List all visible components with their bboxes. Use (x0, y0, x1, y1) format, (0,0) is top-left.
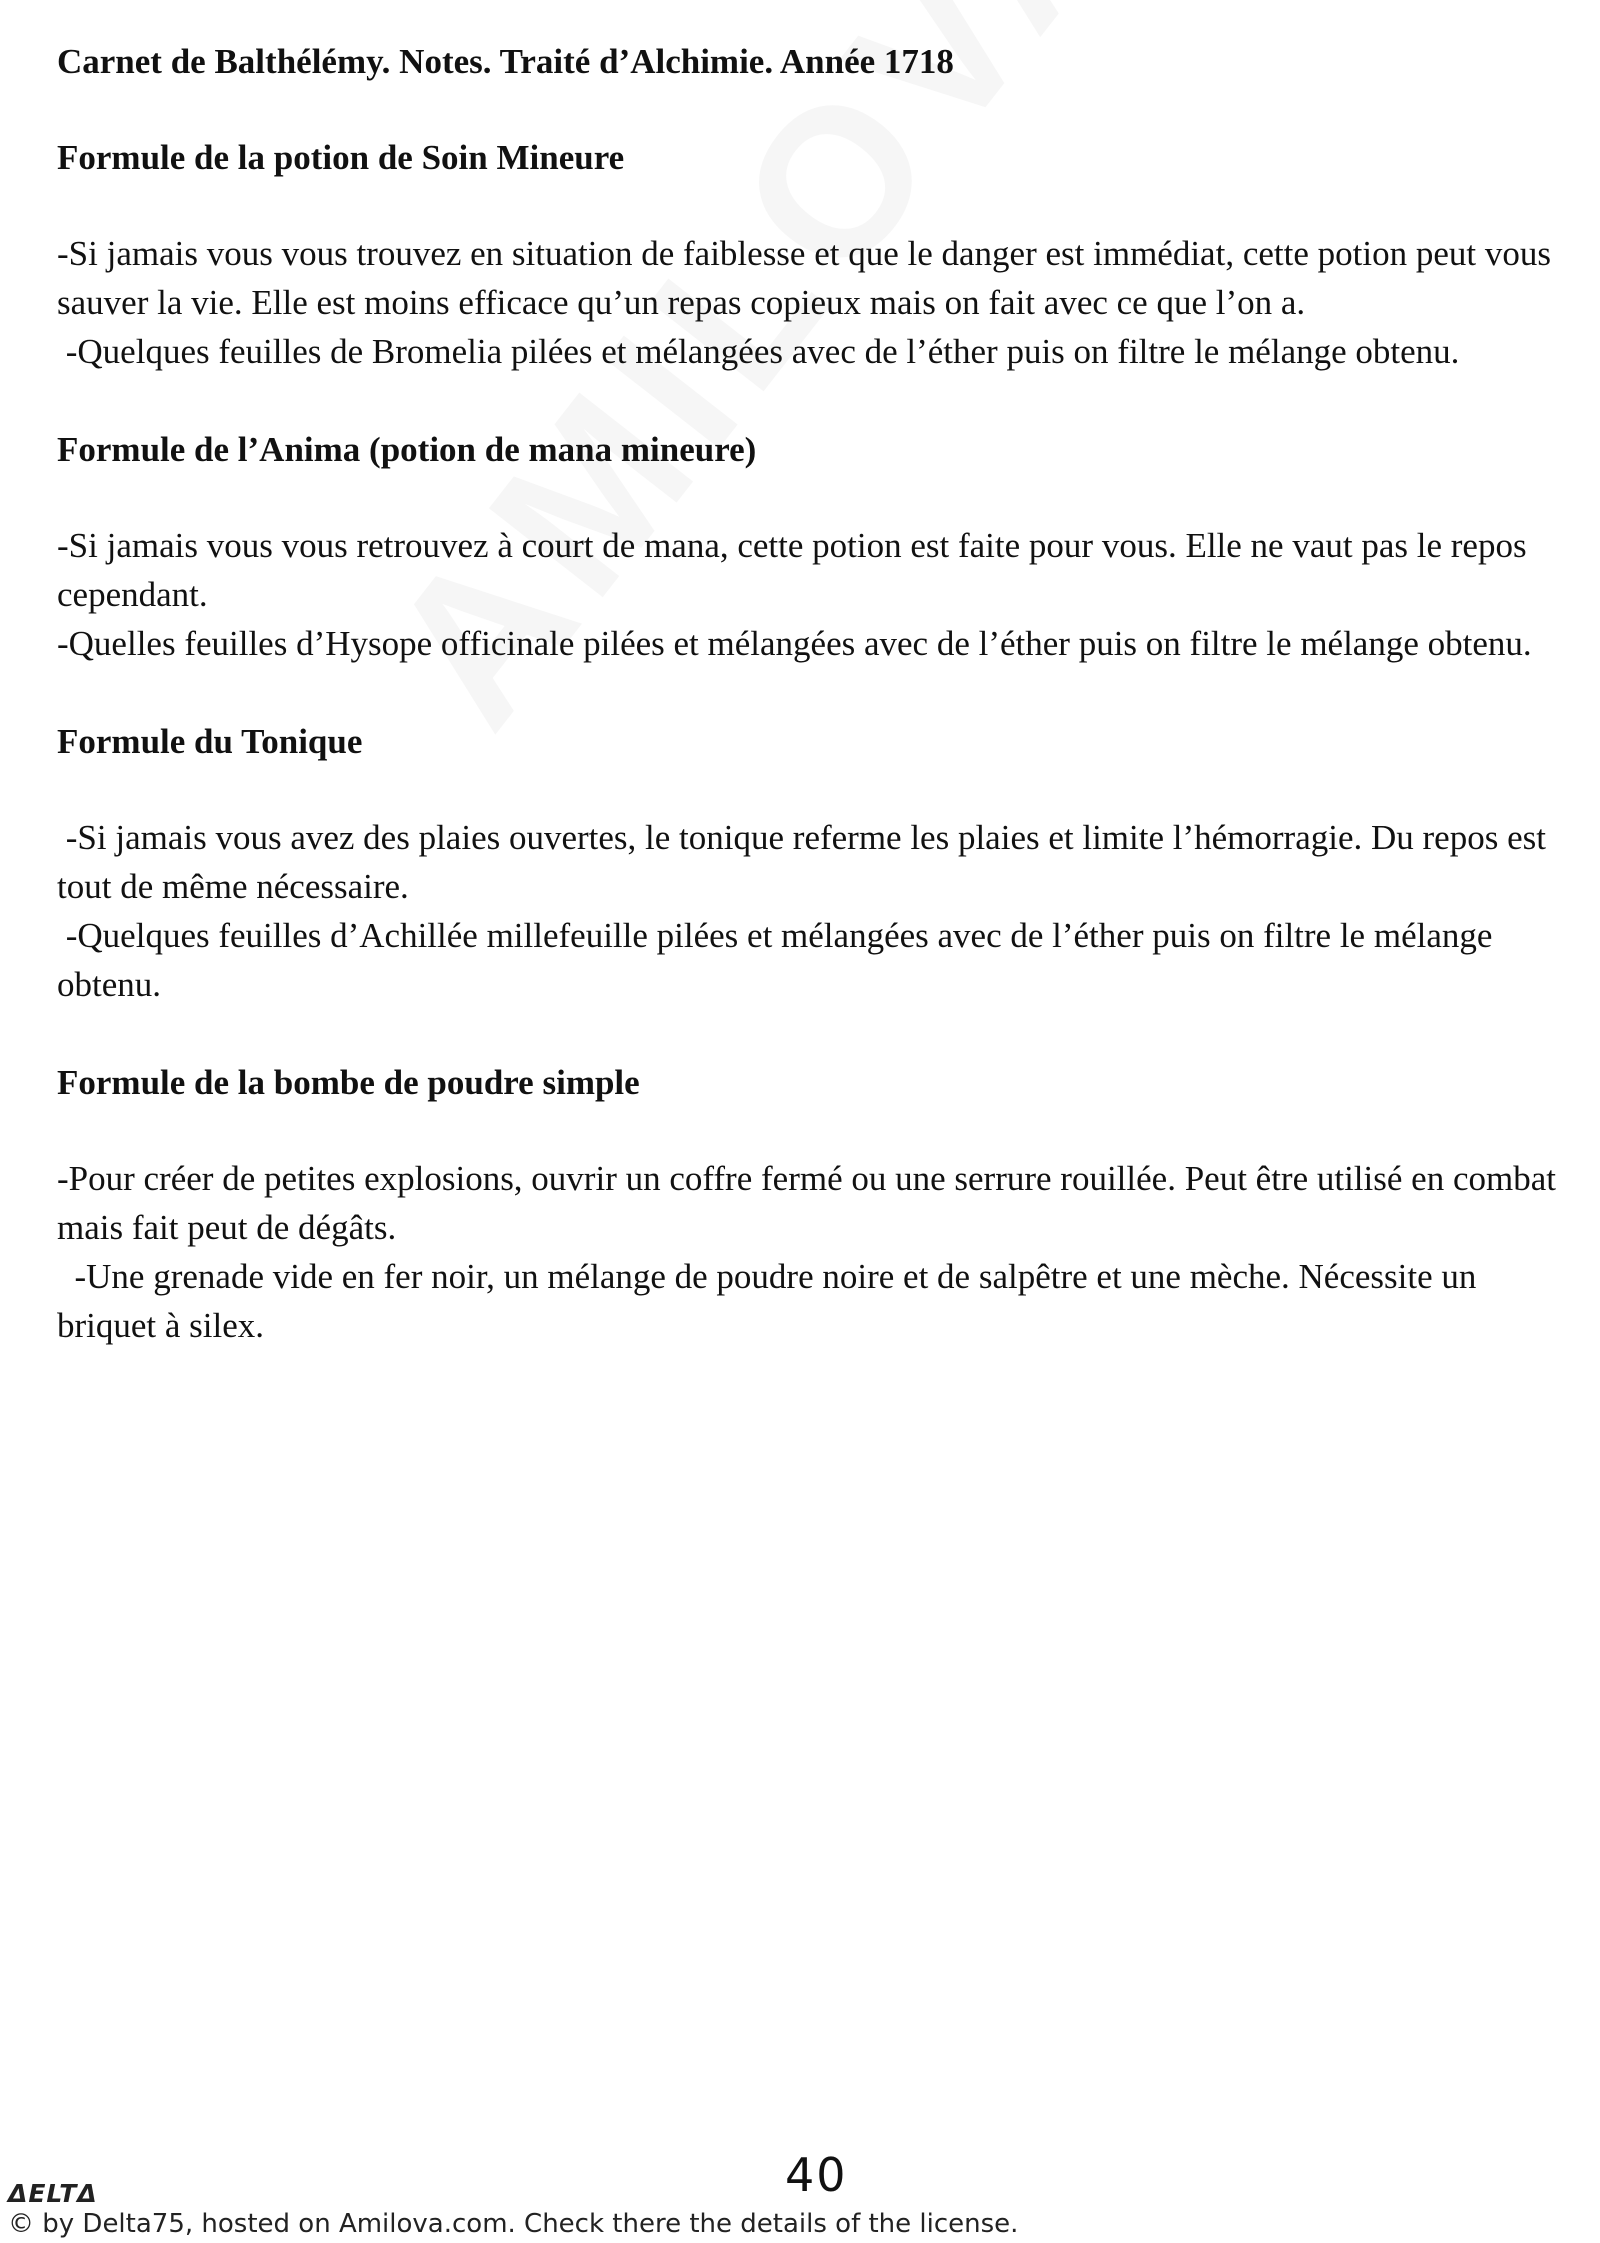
section-effect: -Si jamais vous avez des plaies ouvertes, le tonique referme les plaies et limite l’hémorragie. Du repos est tout de même nécessaire. (57, 818, 1555, 906)
section-heading: Formule de l’Anima (potion de mana mineure) (57, 430, 757, 469)
page-number: 40 (785, 2148, 848, 2202)
document-title: Carnet de Balthélémy. Notes. Traité d’Alchimie. Année 1718 (57, 42, 954, 81)
section-effect: -Si jamais vous vous trouvez en situation de faiblesse et que le danger est immédiat, cette potion peut vous sauver la vie. Elle est moins efficace qu’un repas copieux mais on fait avec ce que l’on a. (57, 234, 1560, 322)
section-powder-bomb (57, 1059, 1567, 1350)
section-recipe: -Une grenade vide en fer noir, un mélange de poudre noire et de salpêtre et une mèche. Nécessite un briquet à silex. (57, 1257, 1486, 1345)
section-heading: Formule de la bombe de poudre simple (57, 1063, 640, 1102)
delta-logo: ΔELTΔ (8, 2179, 98, 2208)
section-effect: -Pour créer de petites explosions, ouvrir un coffre fermé ou une serrure rouillée. Peut être utilisé en combat mais fait peut de dégâts. (57, 1159, 1565, 1247)
license-footer: © by Delta75, hosted on Amilova.com. Check there the details of the license. (8, 2209, 1019, 2239)
document-page (57, 38, 1567, 1400)
section-minor-healing-potion (57, 134, 1567, 376)
section-recipe: -Quelles feuilles d’Hysope officinale pilées et mélangées avec de l’éther puis on filtre le mélange obtenu. (57, 624, 1532, 663)
section-heading: Formule de la potion de Soin Mineure (57, 138, 625, 177)
section-tonic (57, 718, 1567, 1009)
section-recipe: -Quelques feuilles de Bromelia pilées et mélangées avec de l’éther puis on filtre le mélange obtenu. (57, 332, 1460, 371)
section-anima-potion (57, 426, 1567, 668)
section-heading: Formule du Tonique (57, 722, 363, 761)
section-recipe: -Quelques feuilles d’Achillée millefeuille pilées et mélangées avec de l’éther puis on filtre le mélange obtenu. (57, 916, 1502, 1004)
section-effect: -Si jamais vous vous retrouvez à court de mana, cette potion est faite pour vous. Elle ne vaut pas le repos cependant. (57, 526, 1536, 614)
